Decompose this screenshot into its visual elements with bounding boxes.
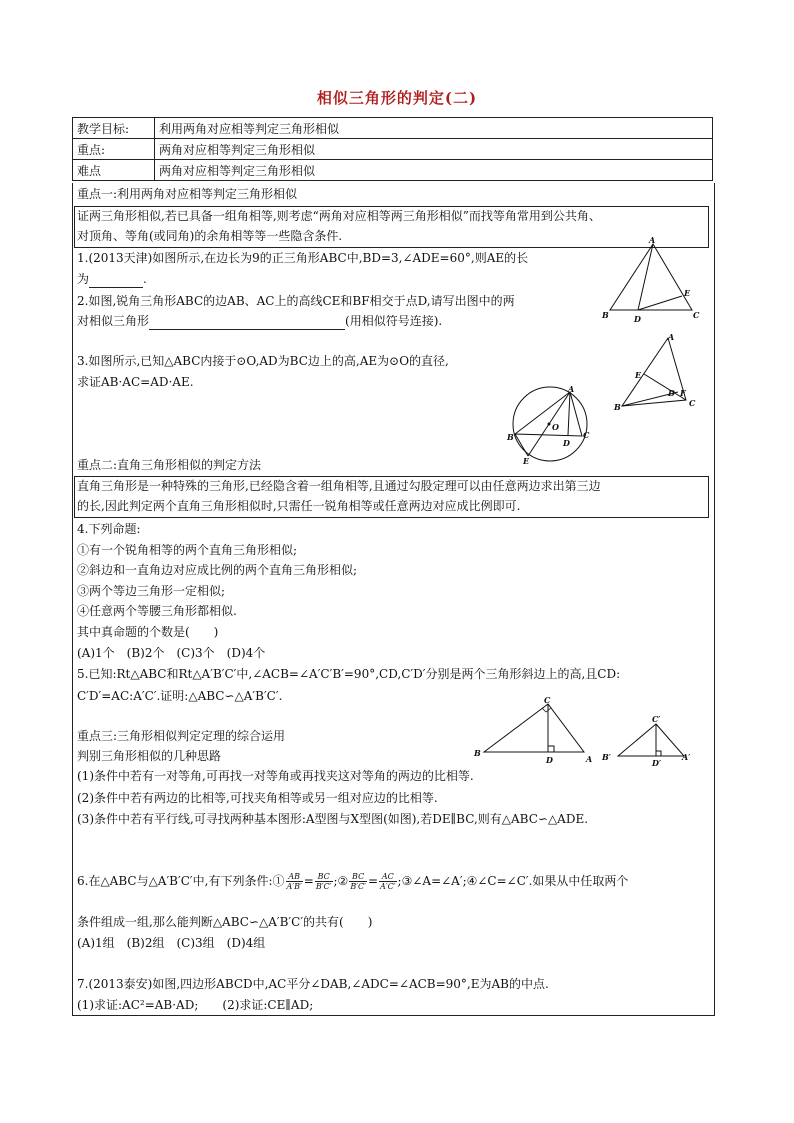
table-row (73, 118, 713, 139)
label-a: A (568, 384, 575, 394)
q6-line1 (77, 872, 628, 891)
q2-line2 (77, 313, 442, 330)
figure-equilateral-triangle (596, 234, 706, 326)
header-table (72, 117, 713, 181)
frac-denominator: B′C′ (350, 882, 366, 891)
q4-question: 其中真命题的个数是( ) (77, 625, 219, 639)
segment-be (515, 434, 528, 456)
q2-line2-b: (用相似符号连接). (345, 314, 443, 328)
header-value: 利用两角对应相等判定三角形相似 (155, 118, 713, 139)
section1-note-line1: 证两三角形相似,若已具备一组角相等,则考虑“两角对应相等两三角形相似”而找等角常用到公共角、 (77, 209, 601, 223)
q6-sep: ;② (333, 874, 349, 888)
figure-acute-triangle-altitudes (610, 330, 700, 416)
label-o: O (552, 422, 559, 432)
q1-answer-blank (89, 287, 143, 288)
q2-answer-blank (149, 329, 345, 330)
frac-numerator: AB (286, 872, 303, 882)
section3-tip: (2)条件中若有两边的比相等,可找夹角相等或另一组对应边的比相等. (77, 791, 438, 805)
label-b: B (614, 402, 621, 412)
label-a: A (649, 235, 656, 245)
q1-end: . (143, 272, 147, 286)
q6-suffix: ;③∠A=∠A′;④∠C=∠C′.如果从中任取两个 (397, 874, 629, 888)
figure-right-triangle-abc (470, 694, 596, 766)
q3-line2: 求证AB·AC=AD·AE. (77, 375, 194, 389)
label-a-prime: A′ (682, 752, 691, 762)
altitude-ad (568, 392, 570, 435)
label-f: F (680, 388, 686, 398)
label-b: B (602, 310, 609, 320)
frac-numerator: BC (349, 872, 367, 882)
table-row (73, 160, 713, 181)
label-a: A (586, 754, 593, 764)
label-d: D (634, 314, 641, 324)
q4-item: ③两个等边三角形一定相似; (77, 584, 226, 598)
section3-subheading: 判别三角形相似的几种思路 (77, 749, 222, 763)
q6-eq: = (303, 874, 314, 888)
label-d: D (546, 755, 553, 765)
section1-heading: 重点一:利用两角对应相等判定三角形相似 (77, 187, 298, 201)
right-angle-mark-d-prime (656, 751, 661, 756)
figure-right-triangle-a-prime (600, 712, 696, 768)
section3-tip: (3)条件中若有平行线,可寻找两种基本图形:A型图与X型图(如图),若DE∥BC,则有△ABC∽△ADE. (77, 812, 589, 826)
header-key: 重点: (73, 139, 155, 160)
label-e: E (635, 370, 642, 380)
section2-note-line1: 直角三角形是一种特殊的三角形,已经隐含着一组角相等,且通过勾股定理可以由任意两边求出第三边 (77, 479, 601, 493)
header-key: 教学目标: (73, 118, 155, 139)
section2-note-line2: 的长,因此判定两个直角三角形相似时,只需任一锐角相等或任意两边对应成比例即可. (77, 499, 521, 513)
q4-item: ①有一个锐角相等的两个直角三角形相似; (77, 543, 298, 557)
label-c: C (583, 430, 590, 440)
q1-text: 1.(2013天津)如图所示,在边长为9的正三角形ABC中,BD=3,∠ADE=60°,则AE的长 (77, 251, 529, 265)
label-c-prime: C′ (652, 714, 661, 724)
frac-numerator: AC (379, 872, 397, 882)
header-key: 难点 (73, 160, 155, 181)
q6-fraction (315, 872, 333, 891)
q2-line1: 2.如图,锐角三角形ABC的边AB、AC上的高线CE和BF相交于点D,请写出图中的两 (77, 294, 515, 308)
center-o (548, 423, 551, 426)
q4-item: ④任意两个等腰三角形都相似. (77, 604, 237, 618)
label-d: D (668, 388, 675, 398)
triangle-abc-shape (484, 704, 584, 752)
right-angle-mark-d (548, 746, 554, 752)
label-b: B (507, 432, 514, 442)
q7-line1: 7.(2013泰安)如图,四边形ABCD中,AC平分∠DAB,∠ADC=∠ACB=90°,E为AB的中点. (77, 977, 549, 991)
label-d: D (563, 438, 570, 448)
q6-options: (A)1组 (B)2组 (C)3组 (D)4组 (77, 936, 266, 950)
q7-line2: (1)求证:AC²=AB·AD; (2)求证:CE∥AD; (77, 998, 314, 1012)
figure-circle-inscribed-triangle (500, 380, 600, 466)
q1-tail: 为 (77, 272, 90, 286)
q4-item: ②斜边和一直角边对应成比例的两个直角三角形相似; (77, 563, 358, 577)
label-e: E (684, 288, 691, 298)
label-e: E (523, 456, 530, 466)
right-angle-mark-c (542, 708, 551, 712)
q6-line2: 条件组成一组,那么能判断△ABC∽△A′B′C′的共有( ) (77, 915, 373, 929)
label-a: A (668, 332, 675, 342)
section1-note-line2: 对顶角、等角(或同角)的余角相等等一些隐含条件. (77, 229, 343, 243)
label-c: C (689, 398, 696, 408)
frac-numerator: BC (315, 872, 333, 882)
triangle-abc-shape (515, 392, 582, 436)
q3-line1: 3.如图所示,已知△ABC内接于⊙O,AD为BC边上的高,AE为⊙O的直径, (77, 354, 449, 368)
frac-denominator: A′C′ (380, 882, 396, 891)
q5-line2: C′D′=AC:A′C′.证明:△ABC∽△A′B′C′. (77, 689, 283, 703)
q6-eq: = (367, 874, 379, 888)
label-c: C (544, 695, 551, 705)
frac-denominator: B′C′ (315, 882, 332, 891)
segment-de (638, 296, 682, 310)
q1-answer-line (77, 271, 147, 288)
page-title: 相似三角形的判定(二) (316, 89, 478, 107)
label-b: B (474, 748, 481, 758)
q6-fraction (286, 872, 303, 891)
q6-fraction (379, 872, 397, 891)
label-c: C (693, 310, 700, 320)
header-value: 两角对应相等判定三角形相似 (155, 160, 713, 181)
section3-heading: 重点三:三角形相似判定定理的综合运用 (77, 729, 286, 743)
q6-fraction (349, 872, 367, 891)
segment-ad (638, 244, 653, 310)
frac-denominator: A′B′ (286, 882, 302, 891)
q2-line2-a: 对相似三角形 (77, 314, 150, 328)
triangle-abc-shape (622, 338, 686, 406)
q4-title: 4.下列命题: (77, 522, 141, 536)
q5-line1: 5.已知:Rt△ABC和Rt△A′B′C′中,∠ACB=∠A′C′B′=90°,CD,C′D′分别是两个三角形斜边上的高,且CD: (77, 667, 621, 681)
label-b-prime: B′ (602, 752, 611, 762)
table-row (73, 139, 713, 160)
triangle-a-prime-shape (618, 724, 684, 756)
header-value: 两角对应相等判定三角形相似 (155, 139, 713, 160)
section3-tip: (1)条件中若有一对等角,可再找一对等角或再找夹这对等角的两边的比相等. (77, 769, 474, 783)
q6-prefix: 6.在△ABC与△A′B′C′中,有下列条件:① (77, 874, 285, 888)
label-d-prime: D′ (652, 758, 662, 768)
q4-options: (A)1个 (B)2个 (C)3个 (D)4个 (77, 646, 266, 660)
section2-heading: 重点二:直角三角形相似的判定方法 (77, 458, 262, 472)
